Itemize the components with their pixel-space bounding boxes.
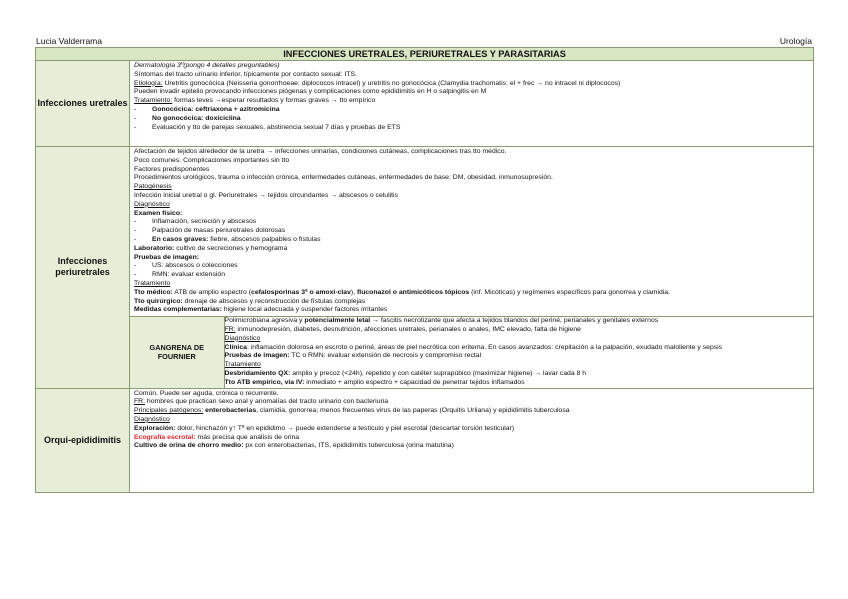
- label: Tto médico:: [134, 288, 173, 296]
- text-line: Diagnóstico: [134, 200, 170, 208]
- section-label-orqui: Orqui-epididimitis: [36, 388, 130, 492]
- text-line: Afectación de tejidos alrededor de la uretra → infecciones urinarias, condiciones cutáneas, complicaciones tras tto médico.: [134, 148, 507, 155]
- text-line: [225, 317, 814, 326]
- text-line: Procedimientos urológicos, trauma o infección crónica, enfermedades cutáneas, enfermedades de base: DM, obesidad, inmunosupresión.: [134, 174, 553, 182]
- text: ATB de amplio espectro (: [172, 288, 252, 296]
- text-line: Común. Puede ser aguda, crónica o recurrente.: [134, 389, 279, 397]
- bullet-item: - Palpación de masas periuretrales dolorosas: [134, 227, 286, 235]
- text-line: [225, 370, 814, 379]
- label: Pruebas de imagen:: [224, 352, 290, 360]
- text-line: Patogénesis: [134, 183, 172, 191]
- bullet-item: - Inflamación, secreción y abscesos: [134, 218, 257, 226]
- text: inmediato + amplio espectro + capacidad de penetrar tejidos inflamados: [304, 378, 525, 386]
- section-label-periuretrales: Infecciones periuretrales: [36, 147, 130, 389]
- label: Principales patógenos:: [134, 407, 204, 415]
- text: Polimicrobiana agresiva y: [224, 317, 305, 325]
- text-line: Síntomas del tracto urinario inferior, típicamente por contacto sexual: ITS.: [134, 70, 357, 78]
- text: cultivo de secreciones y hemograma: [174, 244, 288, 252]
- text: formas leves →esperar resultados y formas graves → tto empírico: [172, 97, 376, 105]
- bullet-item: - En casos graves: fiebre, abscesos palpables o fístulas: [134, 235, 321, 243]
- text-line: [134, 442, 810, 451]
- bullet-item: - US: abscesos o colecciones: [134, 262, 238, 270]
- text: Evaluación y tto de parejas sexuales, abstinencia sexual 7 días y pruebas de ETS: [152, 123, 401, 131]
- text: , clamidia, gonorrea; menos frecuentes virus de las paperas (Orquitis Urliana) y epididimitis tuberculosa: [256, 407, 570, 415]
- text: dolor, hinchazón y↑ Tª en epididimo → puede extenderse a testículo y piel escrotal (descartar torsión testicular): [175, 424, 515, 432]
- text-line: [134, 306, 810, 315]
- text-line: [225, 326, 814, 335]
- label: Tratamiento:: [134, 97, 173, 105]
- bullet-item: - Evaluación y tto de parejas sexuales, abstinencia sexual 7 días y pruebas de ETS: [134, 123, 401, 131]
- label: Tto ATB empírico, vía IV:: [224, 378, 305, 386]
- text: → fascitis necrotizante que afecta a tejidos blandos del periné, perianales y genitales externos: [370, 317, 659, 325]
- text: US: abscesos o colecciones: [152, 262, 238, 270]
- bullet-item: - Gonocócica: ceftriaxona + azitromicina: [134, 105, 280, 113]
- text-line: Tratamiento: [224, 361, 261, 369]
- text-line: [134, 407, 810, 416]
- text: potencialmente letal: [304, 317, 371, 325]
- text: Uretritis gonocócica (Neisseria gonorrhoeae: diplococos intracel) y uretritis no gonocócica (Clamydia trachomatis: el + frec → no intracel ni diplococos): [162, 79, 621, 87]
- text-line: [134, 398, 810, 407]
- text-line: [134, 425, 810, 434]
- table-title: INFECCIONES URETRALES, PERIURETRALES Y PARASITARIAS: [36, 48, 814, 61]
- section-content-uretrales: [130, 61, 814, 147]
- label: Exploración:: [134, 424, 176, 432]
- text: higiene local adecuada y suspender factores irritantes: [221, 306, 388, 314]
- label: Medidas complementarias:: [134, 306, 222, 314]
- text-line: Tratamiento: [134, 279, 171, 287]
- text-line: Infección inicial uretral o gl. Periuretrales → tejidos circundantes → abscesos o celulitis: [134, 191, 398, 199]
- text-line: [134, 434, 810, 443]
- text: drenaje de abscesos y reconstrucción de fístulas complejas: [182, 297, 366, 305]
- text-line: Pueden invadir epitelio provocando infecciones piógenas y complicaciones como epididimitis en H o salpingitis en M: [134, 88, 487, 96]
- text: inmunodepresión, diabetes, desnutrición, afecciones uretrales, perianales o anales, IMC elevado, falta de higiene: [235, 325, 581, 333]
- text: cefalosporinas 3ª o amoxi-clav: [251, 288, 351, 296]
- main-table: [35, 47, 814, 493]
- label: FR:: [134, 398, 146, 406]
- text-line: Factores predisponentes: [134, 165, 210, 173]
- text: Palpación de masas periuretrales dolorosas: [152, 227, 286, 235]
- label: Etiología:: [134, 79, 163, 87]
- text-line: [225, 344, 814, 353]
- text: Inflamación, secreción y abscesos: [152, 218, 257, 226]
- bullet-item: - No gonocócica: doxiciclina: [134, 114, 241, 122]
- periuretrales-body: [130, 147, 813, 316]
- text-line: Diagnóstico: [224, 334, 261, 342]
- text-line: Examen físico:: [134, 209, 183, 217]
- text: más precisa que análisis de orina: [195, 433, 300, 441]
- label: Tto quirúrgico:: [134, 297, 183, 305]
- fournier-subtable: [130, 316, 813, 387]
- text-line: [134, 289, 810, 298]
- text-line: [225, 352, 814, 361]
- text-line: [225, 379, 814, 388]
- text-line: Pruebas de imagen:: [134, 253, 200, 261]
- label: No gonocócica:: [152, 114, 206, 122]
- text: hombres que practican sexo anal y anomalías del tracto urinario con bacteriuria: [145, 398, 389, 406]
- label: FR:: [224, 325, 236, 333]
- text: fluconazol o antimicóticos tópicos: [357, 288, 470, 296]
- text: ),: [350, 288, 358, 296]
- text-line: Diagnóstico: [134, 415, 170, 423]
- fournier-content: [224, 317, 813, 388]
- text: RMN: evaluar extensión: [152, 271, 226, 279]
- text-line: [134, 80, 810, 89]
- text-line: Dermatología 3º(pongo 4 detalles preguntables): [134, 62, 280, 69]
- label: Laboratorio:: [134, 244, 175, 252]
- text: px con enterobacterias, ITS, epididimitis tuberculosa (orina matutina): [243, 442, 454, 450]
- bullet-item: - RMN: evaluar extensión: [134, 271, 226, 279]
- text-line: [134, 245, 810, 254]
- text: doxiciclina: [205, 114, 241, 122]
- label: Ecografía escrotal:: [134, 433, 196, 441]
- label: En casos graves:: [152, 235, 209, 243]
- text: TC o RMN: evaluar extensión de necrosis y compromiso rectal: [289, 352, 482, 360]
- author-name: Lucia Valderrama: [36, 36, 102, 46]
- text-line: [134, 298, 810, 307]
- label: Gonocócica:: [152, 105, 196, 113]
- label: Desbridamiento QX:: [224, 369, 291, 377]
- text: (inf. Micóticas) y regímenes específicos para gonorrea y clamidia.: [469, 288, 671, 296]
- text: ceftriaxona + azitromicina: [195, 105, 280, 113]
- fournier-label: GANGRENA DE FOURNIER: [130, 317, 224, 388]
- subject-name: Urología: [779, 36, 812, 46]
- text: amplio y precoz (<24h), repetido y con catéter suprapúbico (maximizar higiene) → lavar cada 8 h: [290, 369, 587, 377]
- section-content-orqui: [130, 388, 814, 492]
- text: : inflamación dolorosa en escroto o periné, áreas de piel necrótica con eritema. En casos avanzados: crepitación a la palpación, exudado maloliente y sepsis: [246, 343, 723, 351]
- text-line: [134, 97, 810, 106]
- text: enterobacterias: [203, 407, 257, 415]
- section-content-periuretrales: [130, 147, 814, 389]
- label: Clínica: [224, 343, 247, 351]
- text-line: Poco comunes. Complicaciones importantes sin tto: [134, 156, 290, 164]
- text: fiebre, abscesos palpables o fístulas: [208, 235, 321, 243]
- label: Cultivo de orina de chorro medio:: [134, 442, 244, 450]
- section-label-uretrales: Infecciones uretrales: [36, 61, 130, 147]
